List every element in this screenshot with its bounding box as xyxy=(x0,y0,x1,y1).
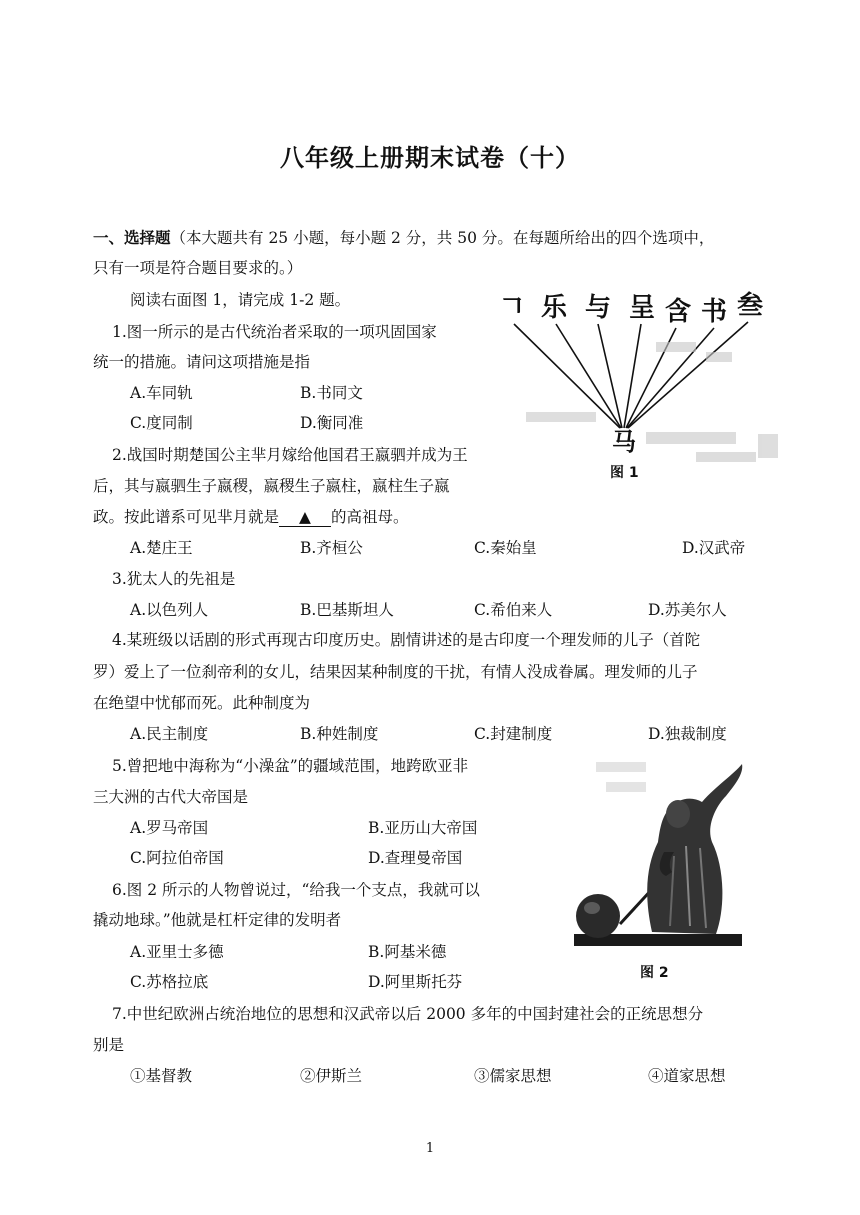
q3-option-a[interactable]: A.以色列人 xyxy=(130,601,209,619)
seal-glyph: 乐 xyxy=(540,293,568,323)
q7-option-1[interactable]: ①基督教 xyxy=(130,1067,193,1085)
question-3-text: 3.犹太人的先祖是 xyxy=(112,570,236,588)
question-1-text-cont: 统一的措施。请问这项措施是指 xyxy=(93,353,311,371)
q4-option-b[interactable]: B.种姓制度 xyxy=(300,725,379,743)
question-2-text-pre: 政。按此谱系可见芈月就是 xyxy=(93,508,280,526)
question-2-text-line3 xyxy=(93,507,409,527)
seal-glyph: 与 xyxy=(584,293,612,323)
question-4-text-line3: 在绝望中忧郁而死。此种制度为 xyxy=(93,694,311,712)
q4-option-c[interactable]: C.封建制度 xyxy=(474,725,553,743)
q1-option-a[interactable]: A.车同轨 xyxy=(130,384,193,402)
seal-glyph-center: 马 xyxy=(612,427,636,456)
q2-option-a[interactable]: A.楚庄王 xyxy=(130,539,193,557)
q5-option-b[interactable]: B.亚历山大帝国 xyxy=(368,819,478,837)
question-4-text-cont: 罗）爱上了一位刹帝利的女儿，结果因某种制度的干扰，有情人没成眷属。理发师的儿子 xyxy=(93,663,698,681)
question-6-text-cont: 撬动地球。”他就是杠杆定律的发明者 xyxy=(93,911,342,929)
q6-option-b[interactable]: B.阿基米德 xyxy=(368,943,447,961)
seal-glyph: 𠃍 xyxy=(498,293,526,323)
answer-blank[interactable]: ▲ xyxy=(279,508,331,527)
question-4-text: 4.某班级以话剧的形式再现古印度历史。剧情讲述的是古印度一个理发师的儿子（首陀 xyxy=(112,631,701,649)
section-heading: 一、选择题 xyxy=(93,228,171,247)
q3-option-c[interactable]: C.希伯来人 xyxy=(474,601,553,619)
seal-glyph: 书 xyxy=(700,297,728,327)
q3-option-d[interactable]: D.苏美尔人 xyxy=(648,601,727,619)
question-5-text-cont: 三大洲的古代大帝国是 xyxy=(93,788,249,806)
reading-instruction: 阅读右面图 1，请完成 1-2 题。 xyxy=(130,291,351,309)
q1-option-d[interactable]: D.衡同准 xyxy=(300,414,364,432)
q6-option-d[interactable]: D.阿里斯托芬 xyxy=(368,973,463,991)
q5-option-a[interactable]: A.罗马帝国 xyxy=(130,819,209,837)
q5-option-c[interactable]: C.阿拉伯帝国 xyxy=(130,849,224,867)
q7-option-3[interactable]: ③儒家思想 xyxy=(474,1067,552,1085)
question-1-text: 1.图一所示的是古代统治者采取的一项巩固国家 xyxy=(112,323,437,341)
q1-option-b[interactable]: B.书同文 xyxy=(300,384,363,402)
question-2-text-cont: 后，其与嬴驷生子嬴稷，嬴稷生子嬴柱，嬴柱生子嬴 xyxy=(93,477,450,495)
page-title: 八年级上册期末试卷（十） xyxy=(280,144,580,172)
seal-glyph: 呈 xyxy=(628,293,656,323)
figure-1-caption: 图 1 xyxy=(610,465,639,481)
section-description-cont: 只有一项是符合题目要求的。） xyxy=(93,259,303,277)
seal-glyph: 含 xyxy=(664,297,692,327)
q6-option-c[interactable]: C.苏格拉底 xyxy=(130,973,209,991)
figure-1 xyxy=(496,282,786,482)
question-2-text: 2.战国时期楚国公主芈月嫁给他国君王嬴驷并成为王 xyxy=(112,446,468,464)
page-number: 1 xyxy=(425,1141,435,1156)
question-5-text: 5.曾把地中海称为“小澡盆”的疆域范围，地跨欧亚非 xyxy=(112,757,469,775)
q1-option-c[interactable]: C.度同制 xyxy=(130,414,193,432)
question-7-text: 7.中世纪欧洲占统治地位的思想和汉武帝以后 2000 多年的中国封建社会的正统思想分 xyxy=(112,1005,704,1023)
section-heading-line xyxy=(93,228,714,248)
section-description: （本大题共有 25 小题，每小题 2 分，共 50 分。在每题所给出的四个选项中， xyxy=(170,229,715,247)
question-6-text: 6.图 2 所示的人物曾说过，“给我一个支点，我就可以 xyxy=(112,881,480,899)
seal-glyph: 叁 xyxy=(736,291,764,321)
question-7-text-cont: 别是 xyxy=(93,1036,125,1054)
q6-option-a[interactable]: A.亚里士多德 xyxy=(130,943,224,961)
figure-2-caption: 图 2 xyxy=(640,965,669,981)
q7-option-2[interactable]: ②伊斯兰 xyxy=(300,1067,363,1085)
q7-option-4[interactable]: ④道家思想 xyxy=(648,1067,726,1085)
archimedes-statue-image xyxy=(566,756,756,956)
q2-option-d[interactable]: D.汉武帝 xyxy=(682,539,746,557)
q2-option-c[interactable]: C.秦始皇 xyxy=(474,539,537,557)
question-2-text-post: 的高祖母。 xyxy=(331,508,409,526)
figure-1-diagram xyxy=(496,282,786,482)
q2-option-b[interactable]: B.齐桓公 xyxy=(300,539,363,557)
figure-2 xyxy=(566,756,756,986)
q4-option-d[interactable]: D.独裁制度 xyxy=(648,725,727,743)
q4-option-a[interactable]: A.民主制度 xyxy=(130,725,209,743)
q5-option-d[interactable]: D.查理曼帝国 xyxy=(368,849,463,867)
q3-option-b[interactable]: B.巴基斯坦人 xyxy=(300,601,394,619)
